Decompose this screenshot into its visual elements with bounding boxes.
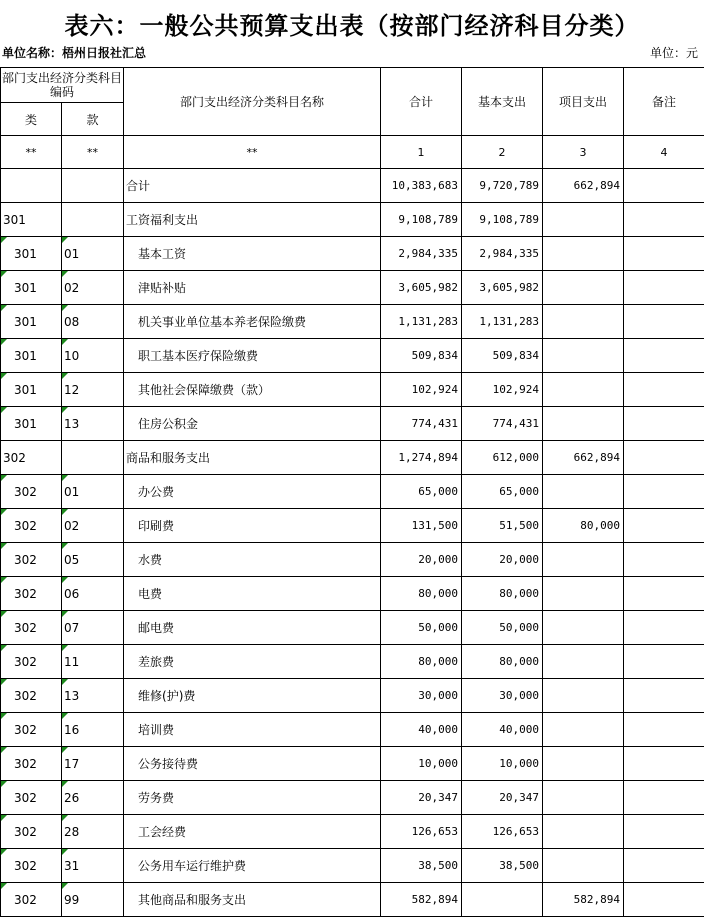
cell-note: [624, 543, 704, 577]
cell-project: 662,894: [543, 441, 624, 475]
cell-item-name: 商品和服务支出: [124, 441, 381, 475]
cell-lei: 302: [1, 611, 62, 645]
cell-kuan: 10: [62, 339, 124, 373]
cell-note: [624, 339, 704, 373]
cell-lei: 301: [1, 305, 62, 339]
table-row: [1, 441, 704, 475]
header-kuan: 款: [62, 103, 124, 136]
table-row: [1, 781, 704, 815]
cell-item-name: 工资福利支出: [124, 203, 381, 237]
cell-total: 131,500: [381, 509, 462, 543]
cell-project: 80,000: [543, 509, 624, 543]
cell-total: 3,605,982: [381, 271, 462, 305]
cell-note: [624, 373, 704, 407]
table-row: [1, 203, 704, 237]
cell-kuan: 02: [62, 509, 124, 543]
index-total: 1: [381, 136, 462, 169]
table-row: [1, 169, 704, 203]
cell-basic: 9,108,789: [462, 203, 543, 237]
header-total: 合计: [381, 68, 462, 136]
cell-item-name: 办公费: [124, 475, 381, 509]
cell-lei: 302: [1, 645, 62, 679]
table-row: [1, 679, 704, 713]
cell-item-name: 培训费: [124, 713, 381, 747]
cell-project: [543, 747, 624, 781]
cell-total: 10,000: [381, 747, 462, 781]
cell-basic: 3,605,982: [462, 271, 543, 305]
cell-item-name: 公务接待费: [124, 747, 381, 781]
cell-kuan: 02: [62, 271, 124, 305]
cell-note: [624, 577, 704, 611]
cell-lei: 301: [1, 339, 62, 373]
cell-note: [624, 713, 704, 747]
cell-item-name: 职工基本医疗保险缴费: [124, 339, 381, 373]
cell-kuan: 12: [62, 373, 124, 407]
cell-basic: 65,000: [462, 475, 543, 509]
cell-project: [543, 577, 624, 611]
cell-basic: 2,984,335: [462, 237, 543, 271]
cell-kuan: 16: [62, 713, 124, 747]
cell-lei: 302: [1, 475, 62, 509]
cell-project: [543, 679, 624, 713]
cell-item-name: 公务用车运行维护费: [124, 849, 381, 883]
cell-item-name: 其他社会保障缴费（款）: [124, 373, 381, 407]
cell-item-name: 基本工资: [124, 237, 381, 271]
cell-kuan: 13: [62, 407, 124, 441]
cell-kuan: 01: [62, 475, 124, 509]
cell-project: 662,894: [543, 169, 624, 203]
cell-total: 50,000: [381, 611, 462, 645]
cell-total: 1,131,283: [381, 305, 462, 339]
cell-basic: 1,131,283: [462, 305, 543, 339]
cell-project: [543, 305, 624, 339]
cell-project: [543, 713, 624, 747]
cell-item-name: 工会经费: [124, 815, 381, 849]
cell-kuan: 26: [62, 781, 124, 815]
table-row: [1, 271, 704, 305]
cell-kuan: 08: [62, 305, 124, 339]
cell-total: 30,000: [381, 679, 462, 713]
cell-kuan: 01: [62, 237, 124, 271]
cell-total: 582,894: [381, 883, 462, 917]
cell-total: 774,431: [381, 407, 462, 441]
cell-project: [543, 237, 624, 271]
cell-lei: 302: [1, 747, 62, 781]
cell-note: [624, 747, 704, 781]
cell-lei: 302: [1, 781, 62, 815]
cell-basic: 40,000: [462, 713, 543, 747]
cell-kuan: 07: [62, 611, 124, 645]
cell-total: 10,383,683: [381, 169, 462, 203]
table-row: [1, 305, 704, 339]
index-lei: **: [1, 136, 62, 169]
header-project: 项目支出: [543, 68, 624, 136]
cell-note: [624, 305, 704, 339]
budget-expenditure-table: [0, 67, 704, 917]
cell-project: [543, 611, 624, 645]
page-title: 表六：一般公共预算支出表（按部门经济科目分类）: [64, 11, 640, 40]
cell-total: 38,500: [381, 849, 462, 883]
cell-total: 1,274,894: [381, 441, 462, 475]
header-code-group: 部门支出经济分类科目编码: [1, 68, 124, 103]
cell-note: [624, 407, 704, 441]
cell-kuan: [62, 203, 124, 237]
table-row: [1, 747, 704, 781]
cell-item-name: 邮电费: [124, 611, 381, 645]
cell-basic: 509,834: [462, 339, 543, 373]
cell-total: 65,000: [381, 475, 462, 509]
cell-note: [624, 237, 704, 271]
cell-project: [543, 543, 624, 577]
cell-basic: 774,431: [462, 407, 543, 441]
cell-lei: 301: [1, 203, 62, 237]
cell-project: [543, 407, 624, 441]
cell-note: [624, 475, 704, 509]
index-note: 4: [624, 136, 704, 169]
cell-kuan: 28: [62, 815, 124, 849]
cell-total: 509,834: [381, 339, 462, 373]
table-row: [1, 611, 704, 645]
cell-lei: 302: [1, 441, 62, 475]
cell-note: [624, 271, 704, 305]
cell-note: [624, 781, 704, 815]
cell-kuan: 31: [62, 849, 124, 883]
header-note: 备注: [624, 68, 704, 136]
cell-lei: 302: [1, 543, 62, 577]
cell-project: 582,894: [543, 883, 624, 917]
table-row: [1, 407, 704, 441]
table-row: [1, 543, 704, 577]
cell-kuan: 13: [62, 679, 124, 713]
cell-kuan: [62, 169, 124, 203]
cell-project: [543, 849, 624, 883]
header-name: 部门支出经济分类科目名称: [124, 68, 381, 136]
header-lei: 类: [1, 103, 62, 136]
cell-project: [543, 815, 624, 849]
cell-lei: 301: [1, 237, 62, 271]
cell-total: 40,000: [381, 713, 462, 747]
index-name: **: [124, 136, 381, 169]
cell-total: 80,000: [381, 645, 462, 679]
index-project: 3: [543, 136, 624, 169]
table-row: [1, 577, 704, 611]
cell-lei: 302: [1, 849, 62, 883]
cell-lei: 302: [1, 883, 62, 917]
table-row: [1, 339, 704, 373]
cell-kuan: 11: [62, 645, 124, 679]
cell-basic: 30,000: [462, 679, 543, 713]
index-basic: 2: [462, 136, 543, 169]
cell-item-name: 差旅费: [124, 645, 381, 679]
cell-item-name: 机关事业单位基本养老保险缴费: [124, 305, 381, 339]
cell-note: [624, 169, 704, 203]
cell-item-name: 合计: [124, 169, 381, 203]
cell-basic: 102,924: [462, 373, 543, 407]
cell-basic: 51,500: [462, 509, 543, 543]
cell-total: 20,000: [381, 543, 462, 577]
cell-total: 126,653: [381, 815, 462, 849]
cell-total: 102,924: [381, 373, 462, 407]
cell-basic: 80,000: [462, 645, 543, 679]
cell-note: [624, 441, 704, 475]
cell-item-name: 其他商品和服务支出: [124, 883, 381, 917]
cell-basic: 20,000: [462, 543, 543, 577]
cell-lei: 302: [1, 509, 62, 543]
cell-kuan: [62, 441, 124, 475]
cell-lei: 302: [1, 815, 62, 849]
cell-note: [624, 883, 704, 917]
table-row: [1, 237, 704, 271]
cell-note: [624, 203, 704, 237]
cell-basic: 38,500: [462, 849, 543, 883]
cell-project: [543, 339, 624, 373]
cell-item-name: 住房公积金: [124, 407, 381, 441]
cell-lei: 301: [1, 271, 62, 305]
cell-kuan: 05: [62, 543, 124, 577]
cell-project: [543, 781, 624, 815]
cell-lei: 302: [1, 713, 62, 747]
cell-lei: 302: [1, 679, 62, 713]
cell-project: [543, 271, 624, 305]
cell-basic: 80,000: [462, 577, 543, 611]
cell-project: [543, 645, 624, 679]
cell-lei: 301: [1, 373, 62, 407]
index-kuan: **: [62, 136, 124, 169]
cell-total: 9,108,789: [381, 203, 462, 237]
cell-basic: 20,347: [462, 781, 543, 815]
cell-item-name: 电费: [124, 577, 381, 611]
cell-note: [624, 849, 704, 883]
cell-kuan: 99: [62, 883, 124, 917]
cell-basic: 9,720,789: [462, 169, 543, 203]
cell-lei: 302: [1, 577, 62, 611]
cell-lei: 301: [1, 407, 62, 441]
cell-lei: [1, 169, 62, 203]
cell-total: 20,347: [381, 781, 462, 815]
currency-unit-label: 单位：元: [649, 46, 698, 60]
cell-basic: [462, 883, 543, 917]
cell-note: [624, 815, 704, 849]
table-row: [1, 713, 704, 747]
table-row: [1, 815, 704, 849]
cell-basic: 10,000: [462, 747, 543, 781]
cell-project: [543, 373, 624, 407]
cell-kuan: 17: [62, 747, 124, 781]
cell-basic: 50,000: [462, 611, 543, 645]
cell-item-name: 水费: [124, 543, 381, 577]
cell-note: [624, 509, 704, 543]
table-row: [1, 645, 704, 679]
cell-basic: 612,000: [462, 441, 543, 475]
table-row: [1, 373, 704, 407]
cell-note: [624, 679, 704, 713]
table-row: [1, 883, 704, 917]
cell-project: [543, 203, 624, 237]
cell-note: [624, 611, 704, 645]
cell-item-name: 劳务费: [124, 781, 381, 815]
cell-item-name: 印刷费: [124, 509, 381, 543]
cell-item-name: 津贴补贴: [124, 271, 381, 305]
table-row: [1, 509, 704, 543]
cell-project: [543, 475, 624, 509]
cell-note: [624, 645, 704, 679]
table-row: [1, 475, 704, 509]
cell-basic: 126,653: [462, 815, 543, 849]
cell-total: 80,000: [381, 577, 462, 611]
cell-item-name: 维修(护)费: [124, 679, 381, 713]
table-row: [1, 849, 704, 883]
cell-total: 2,984,335: [381, 237, 462, 271]
cell-kuan: 06: [62, 577, 124, 611]
header-basic: 基本支出: [462, 68, 543, 136]
unit-name-label: 单位名称：梧州日报社汇总: [2, 46, 147, 60]
